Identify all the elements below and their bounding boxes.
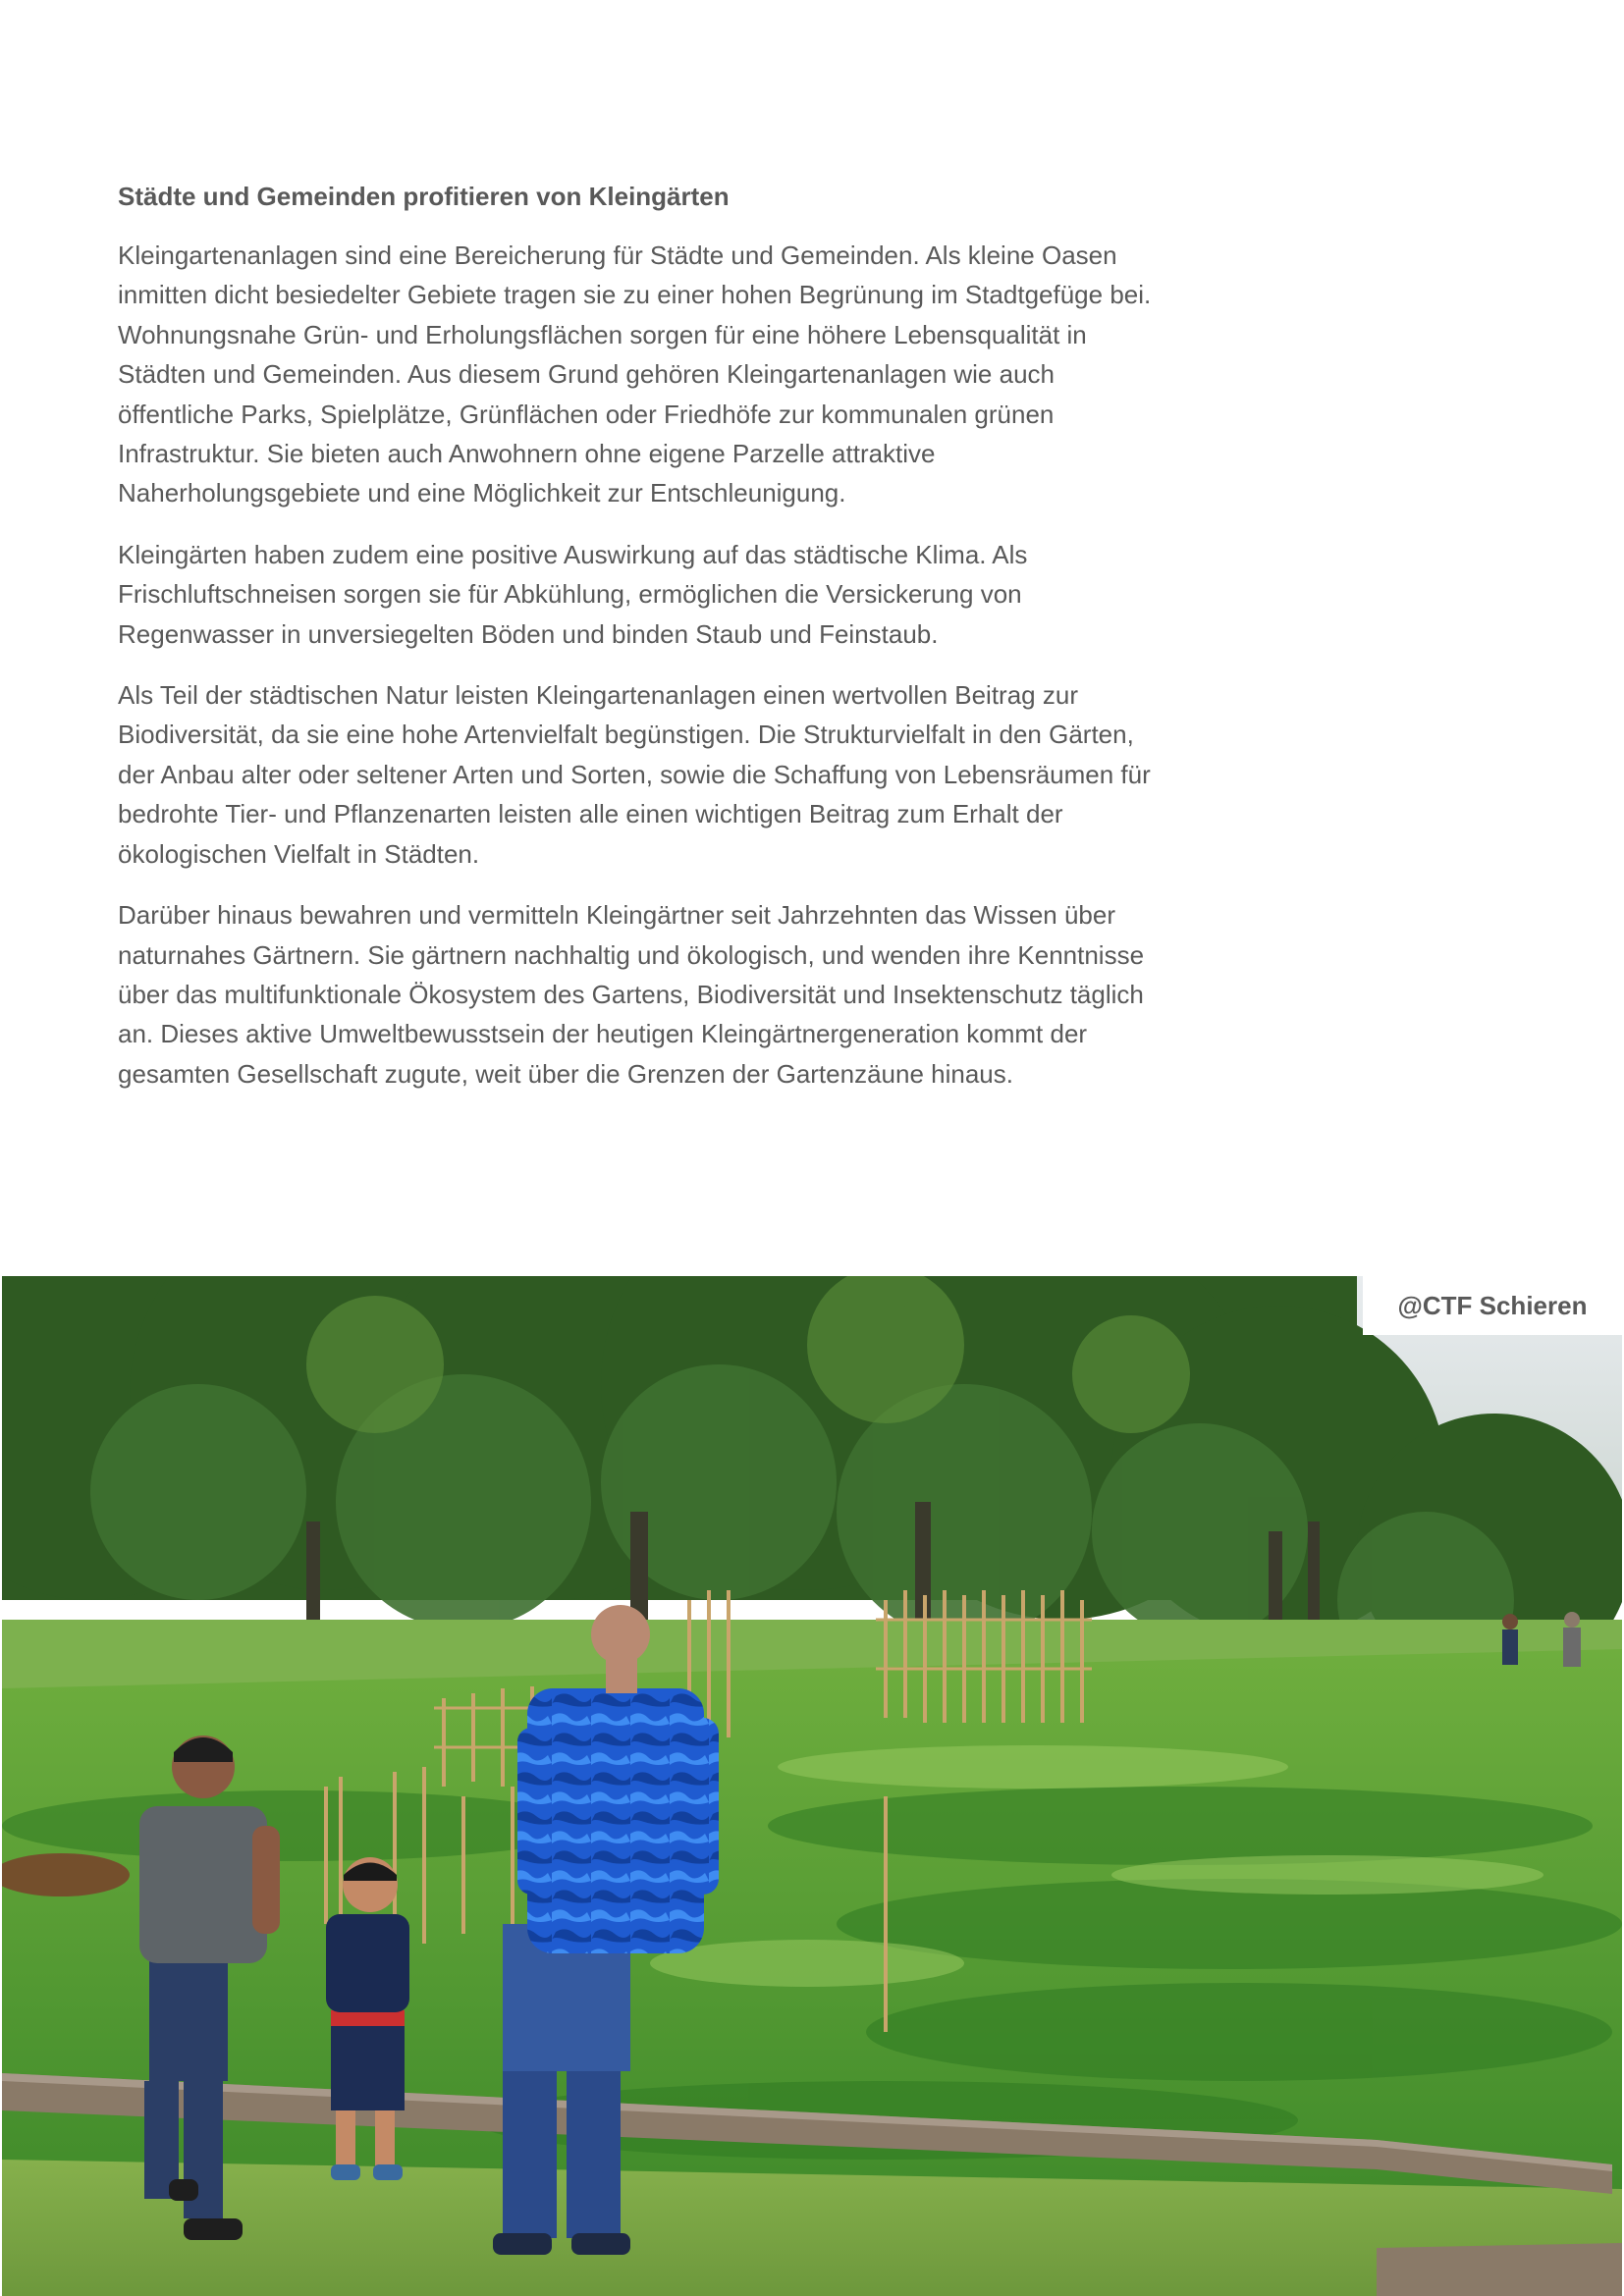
photo-credit-box — [1363, 1276, 1622, 1335]
paragraph-3: Als Teil der städtischen Natur leisten Kleingartenanlagen einen wertvollen Beitrag zur Biodiversität, da sie eine hohe Artenvielfalt begünstigen. Die Strukturvielfalt in den Gärten, der Anbau alter oder seltener Arten und Sorten, sowie die Schaffung von Lebensräumen für bedrohte Tier- und Pflanzenarten leisten alle einen wichtigen Beitrag zum Erhalt der ökologischen Vielfalt in Städten. — [118, 680, 1151, 869]
photo-credit: @CTF Schieren — [1397, 1290, 1588, 1320]
article — [118, 177, 1168, 1115]
garden-photo — [2, 1276, 1622, 2296]
paragraph-4: Darüber hinaus bewahren und vermitteln Kleingärtner seit Jahrzehnten das Wissen über naturnahes Gärtnern. Sie gärtnern nachhaltig und ökologisch, und wenden ihre Kenntnisse über das multifunktionale Ökosystem des Gartens, Biodiversität und Insektenschutz täglich an. Dieses aktive Umweltbewusstsein der heutigen Kleingärtnergeneration kommt der gesamten Gesellschaft zugute, weit über die Grenzen der Gartenzäune hinaus. — [118, 900, 1145, 1089]
paragraph-1: Kleingartenanlagen sind eine Bereicherung für Städte und Gemeinden. Als kleine Oasen inmitten dicht besiedelter Gebiete tragen sie zu einer hohen Begrünung im Stadtgefüge bei. Wohnungsnahe Grün- und Erholungsflächen sorgen für eine höhere Lebensqualität in Städten und Gemeinden. Aus diesem Grund gehören Kleingartenanlagen wie auch öffentliche Parks, Spielplätze, Grünflächen oder Friedhöfe zur kommunalen grünen Infrastruktur. Sie bieten auch Anwohnern ohne eigene Parzelle attraktive Naherholungsgebiete und eine Möglichkeit zur Entschleunigung. — [118, 240, 1152, 508]
article-heading: Städte und Gemeinden profitieren von Kleingärten — [118, 182, 730, 211]
paragraph-2: Kleingärten haben zudem eine positive Auswirkung auf das städtische Klima. Als Frischluftschneisen sorgen sie für Abkühlung, ermöglichen die Versickerung von Regenwasser in unversiegelten Böden und binden Staub und Feinstaub. — [118, 539, 1028, 649]
garden-photo-illustration — [2, 1276, 1622, 2296]
